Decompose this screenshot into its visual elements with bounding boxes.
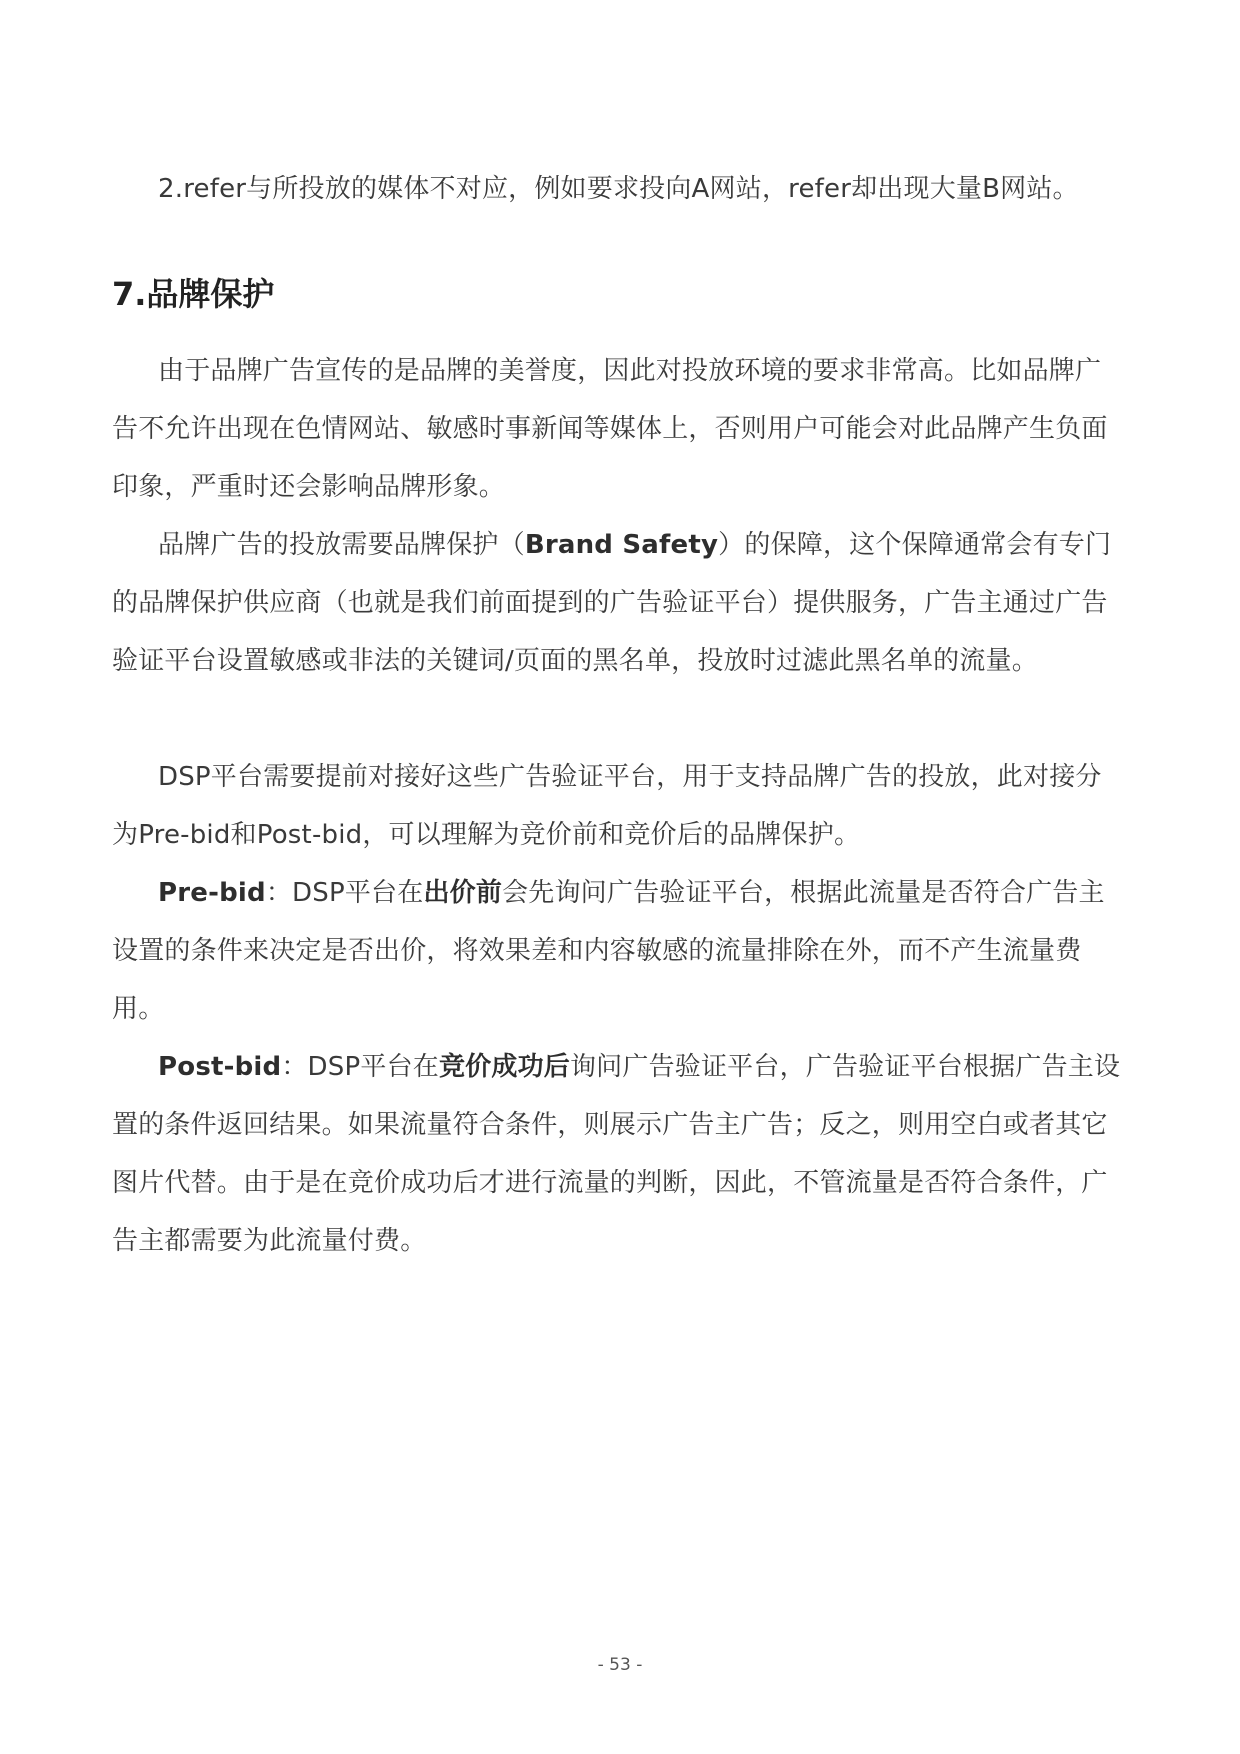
paragraph-brand-safety-text-a: 品牌广告的投放需要品牌保护（ (158, 530, 525, 560)
post-bid-text-b: 询问广告验证平台，广告验证平台根据广告主设置的条件返回结果。如果流量符合条件，则展示广告主广告；反之，则用空白或者其它图片代替。由于是在竞价成功后才进行流量的判断，因此，不管流量是否符合条件，广告主都需要为此流量付费。 (112, 1052, 1121, 1256)
pre-bid-label: Pre-bid (158, 878, 266, 908)
intro-line: 2.refer与所投放的媒体不对应，例如要求投向A网站，refer却出现大量B网站。 (158, 174, 1079, 204)
post-bid-text-a: ：DSP平台在 (281, 1052, 439, 1082)
paragraph-brand-safety-text-b: ）的保障，这个保障通常会有专门的品牌保护供应商（也就是我们前面提到的广告验证平台）提供服务，广告主通过广告验证平台设置敏感或非法的关键词/页面的黑名单，投放时过滤此黑名单的流量。 (112, 530, 1112, 676)
page-content (112, 160, 1122, 1270)
paragraph-dsp-integration: DSP平台需要提前对接好这些广告验证平台，用于支持品牌广告的投放，此对接分为Pre-bid和Post-bid，可以理解为竞价前和竞价后的品牌保护。 (112, 762, 1102, 850)
page-number: - 53 - (597, 1655, 643, 1675)
brand-safety-term: Brand Safety (524, 530, 719, 560)
pre-bid-text-a: ：DSP平台在 (265, 878, 424, 908)
paragraph-gap (112, 690, 1122, 748)
pre-bid-text-b: 会先询问广告验证平台，根据此流量是否符合广告主设置的条件来决定是否出价，将效果差和内容敏感的流量排除在外，而不产生流量费用。 (112, 878, 1105, 1024)
post-bid-emphasis: 竞价成功后 (438, 1052, 570, 1082)
post-bid-label: Post-bid (158, 1052, 282, 1082)
paragraph-pre-bid (112, 864, 1122, 1038)
paragraph-brand-safety (112, 516, 1122, 690)
paragraph-brand-reputation: 由于品牌广告宣传的是品牌的美誉度，因此对投放环境的要求非常高。比如品牌广告不允许出现在色情网站、敏感时事新闻等媒体上，否则用户可能会对此品牌产生负面印象，严重时还会影响品牌形象。 (112, 356, 1108, 502)
pre-bid-emphasis: 出价前 (423, 878, 503, 908)
paragraph-post-bid (112, 1038, 1122, 1270)
section-heading: 7.品牌保护 (112, 275, 275, 313)
